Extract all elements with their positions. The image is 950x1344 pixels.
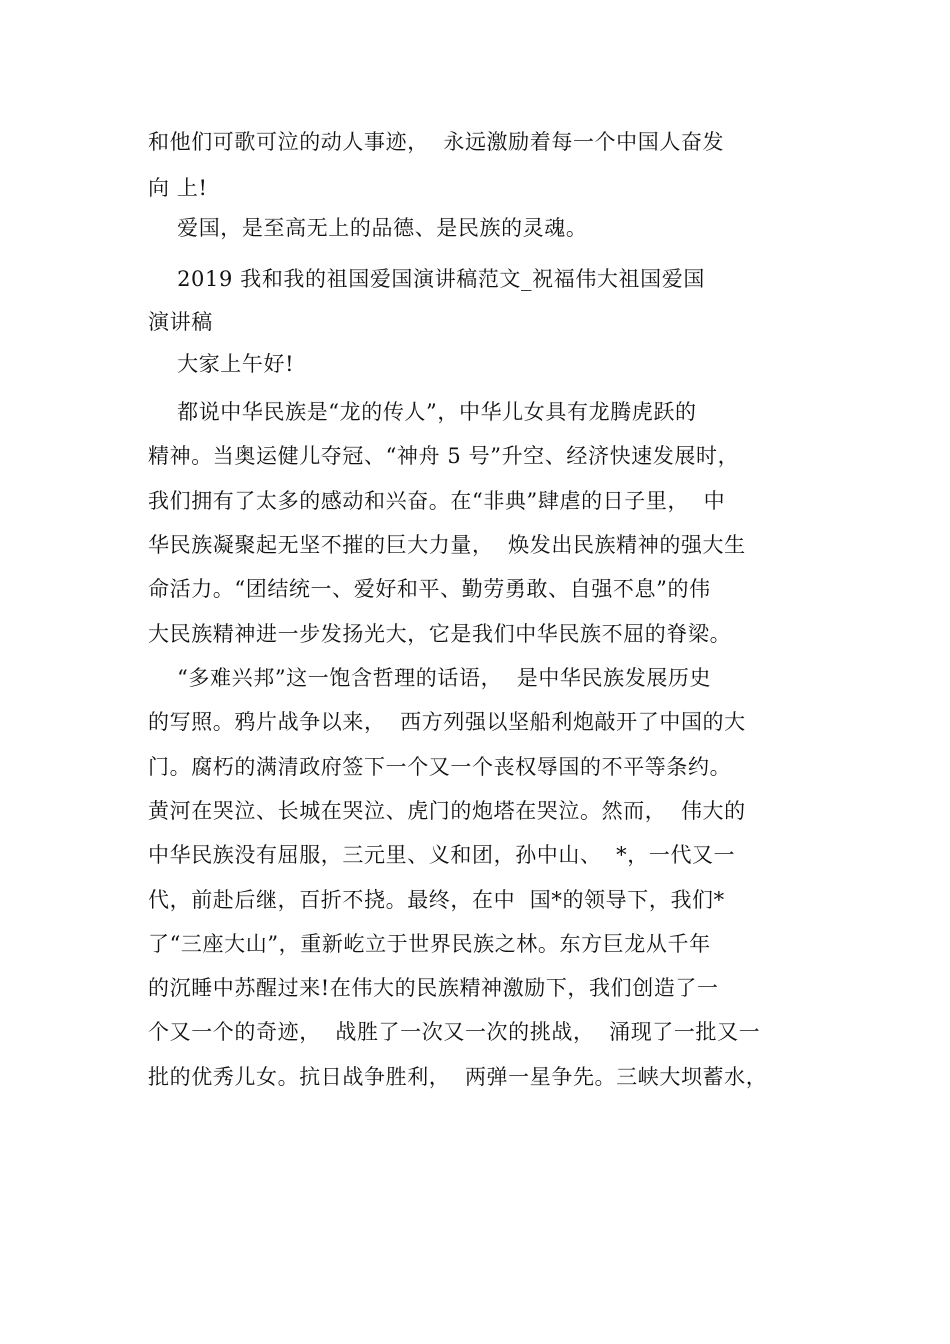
text-line: 演讲稿	[148, 310, 213, 334]
text-line: 个又一个的奇迹， 战胜了一次又一次的挑战， 涌现了一批又一	[148, 1020, 761, 1044]
text-line: “多难兴邦”这一饱含哲理的话语， 是中华民族发展历史	[148, 666, 712, 690]
text-line: 的写照。鸦片战争以来， 西方列强以坚船利炮敲开了中国的大	[148, 710, 746, 734]
text-line: 黄河在哭泣、长城在哭泣、虎门的炮塔在哭泣。然而， 伟大的	[148, 799, 746, 823]
text-line: 门。腐朽的满清政府签下一个又一个丧权辱国的不平等条约。	[148, 755, 732, 779]
text-line: 大民族精神进一步发扬光大，它是我们中华民族不屈的脊梁。	[148, 622, 732, 646]
text-line: 爱国，是至高无上的品德、是民族的灵魂。	[148, 216, 588, 240]
text-line: 中华民族没有屈服，三元里、义和团，孙中山、 *，一代又一	[148, 843, 736, 867]
text-line: 向 上!	[148, 176, 208, 200]
text-line: 大家上午好!	[148, 352, 295, 376]
text-line: 2019 我和我的祖国爱国演讲稿范文_祝福伟大祖国爱国	[148, 267, 705, 291]
text-line: 精神。当奥运健儿夺冠、“神舟 5 号”升空、经济快速发展时，	[148, 444, 740, 468]
text-line: 我们拥有了太多的感动和兴奋。在“非典”肆虐的日子里， 中	[148, 489, 726, 513]
text-line: 批的优秀儿女。抗日战争胜利， 两弹一星争先。三峡大坝蓄水，	[148, 1065, 768, 1089]
text-line: 代，前赴后继，百折不挠。最终，在中 国*的领导下，我们*	[148, 888, 725, 912]
text-line: 了“三座大山”，重新屹立于世界民族之林。东方巨龙从千年	[148, 932, 711, 956]
text-line: 的沉睡中苏醒过来!在伟大的民族精神激励下，我们创造了一	[148, 976, 719, 1000]
text-line: 命活力。“团结统一、爱好和平、勤劳勇敢、自强不息”的伟	[148, 577, 711, 601]
text-line: 都说中华民族是“龙的传人”，中华儿女具有龙腾虎跃的	[148, 400, 697, 424]
text-line: 华民族凝聚起无坚不摧的巨大力量， 焕发出民族精神的强大生	[148, 533, 746, 557]
text-line: 和他们可歌可泣的动人事迹， 永远激励着每一个中国人奋发	[148, 130, 725, 154]
